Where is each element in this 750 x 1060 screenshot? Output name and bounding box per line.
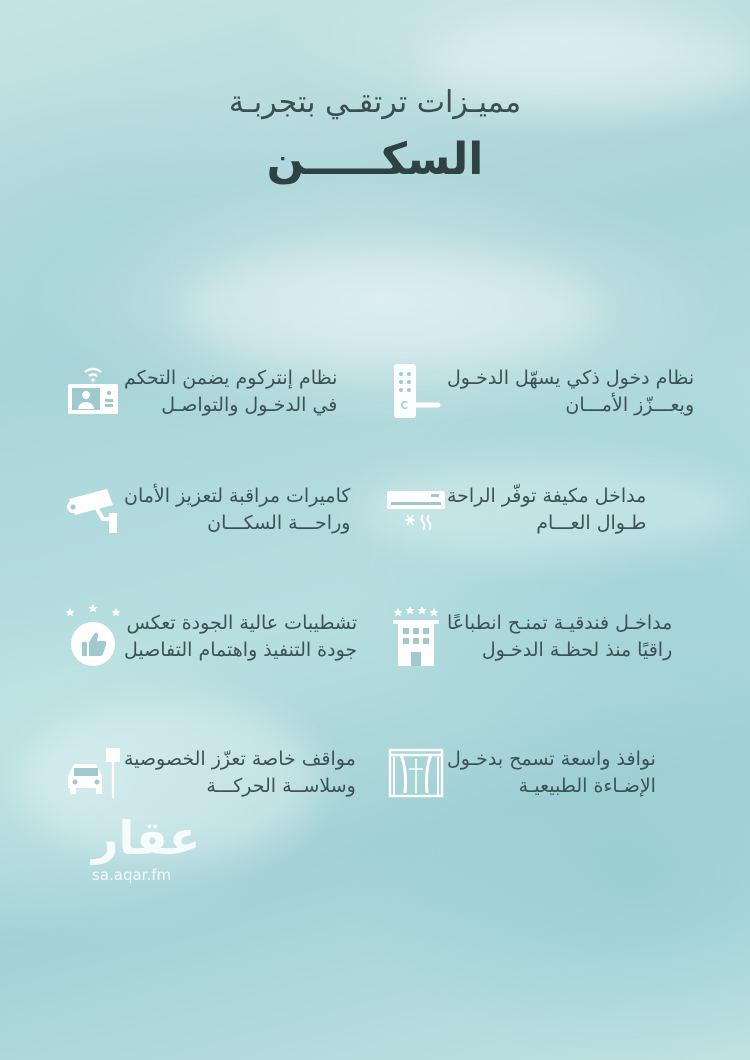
feature-line: ويعـــزّز الأمـــان [565,394,695,416]
feature-text [447,746,656,800]
feature-text [447,483,646,537]
window-icon [385,742,447,804]
feature-line: راقيًا منذ لحظـة الدخـول [481,639,673,661]
feature-line: مداخل مكيفة توفّر الراحة [447,485,647,507]
feature-hotel-entrances [385,602,715,672]
feature-security-cameras [62,475,392,545]
feature-text [447,610,672,664]
feature-air-conditioned [385,475,715,545]
feature-line: نظام إنتركوم يضمن التحكم [124,367,338,389]
feature-private-parking [62,738,392,808]
page-subtitle: مميـزات ترتقـي بتجربـة [228,85,522,120]
feature-line: مداخـل فندقيـة تمنـح انطباعًا [447,612,673,634]
feature-intercom [62,357,392,427]
security-camera-icon [62,479,124,541]
smart-lock-icon [385,361,447,423]
feature-text [447,365,694,419]
watermark [92,812,200,884]
parking-car-icon [62,742,124,804]
feature-line: في الدخـول والتواصـل [161,394,338,416]
feature-wide-windows [385,738,715,808]
air-conditioner-icon [385,479,447,541]
feature-smart-entry [385,357,715,427]
thumbs-up-stars-icon [62,606,124,668]
feature-text [124,746,356,800]
feature-line: طـوال العـــام [536,512,647,534]
feature-line: وسلاســة الحركـــة [206,775,356,797]
feature-line: نوافذ واسعة تسمح بدخـول [447,748,656,770]
feature-line: نظام دخول ذكي يسهّل الدخـول [447,367,695,389]
feature-line: كاميرات مراقبة لتعزيز الأمان [124,485,351,507]
feature-text [124,610,357,664]
feature-line: جودة التنفيذ واهتمام التفاصيل [124,639,358,661]
feature-line: الإضـاءة الطبيعيـة [518,775,656,797]
feature-high-quality-finishes [62,602,392,672]
page-title: السكـــــن [266,134,484,185]
feature-text [124,483,350,537]
watermark-url: sa.aqar.fm [92,866,172,884]
feature-line: تشطيبات عالية الجودة تعكس [126,612,358,634]
feature-line: مواقف خاصة تعزّز الخصوصية [124,748,356,770]
header [0,85,750,185]
svg-text:P: P [108,749,118,763]
feature-line: وراحـــة السكـــان [207,512,351,534]
watermark-logo: عقار [92,811,201,865]
intercom-icon [62,361,124,423]
feature-text [124,365,337,419]
hotel-icon [385,606,447,668]
